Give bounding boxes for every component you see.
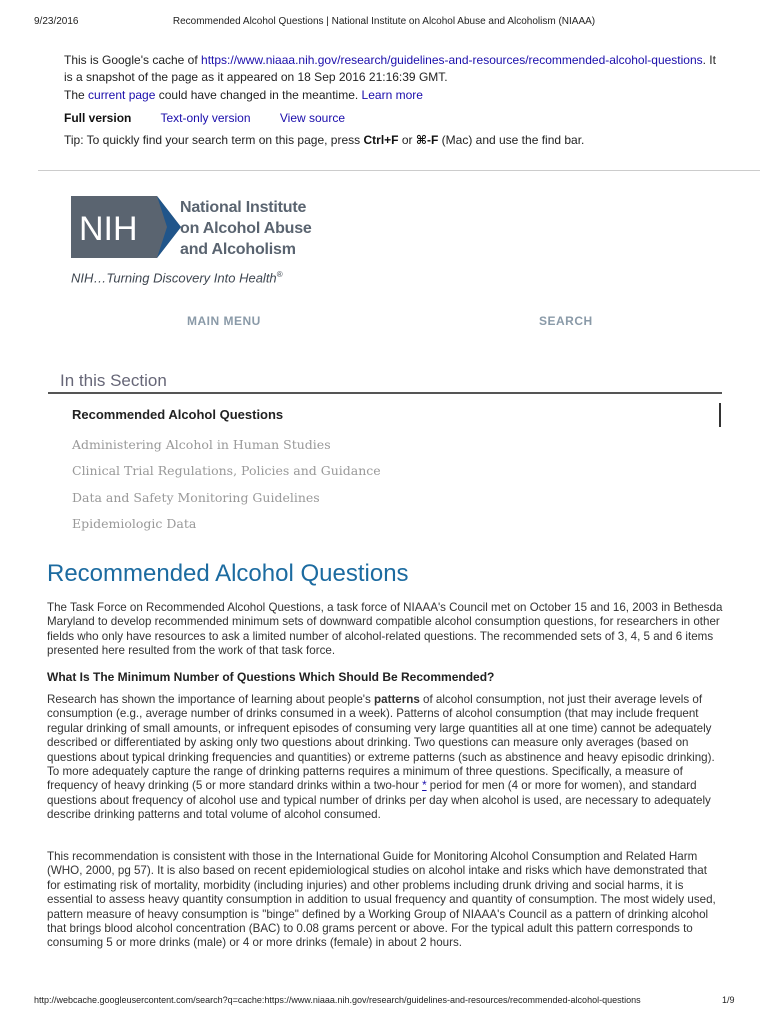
intro-paragraph xyxy=(47,601,723,659)
tip-suffix: (Mac) and use the find bar. xyxy=(438,133,585,147)
tip-key-ctrl-f: Ctrl+F xyxy=(363,133,399,147)
current-page-link[interactable]: current page xyxy=(88,88,156,102)
cache-divider xyxy=(38,170,760,171)
page-title: Recommended Alcohol Questions xyxy=(47,560,409,587)
section-heading: What Is The Minimum Number of Questions Which Should Be Recommended? xyxy=(47,670,495,684)
logo-institute-name xyxy=(180,197,312,260)
section-item-clinical-trial[interactable]: Clinical Trial Regulations, Policies and Guidance xyxy=(72,463,381,478)
tagline-registered: ® xyxy=(276,270,283,279)
p2-patterns-bold: patterns xyxy=(374,693,420,706)
section-item-epidemiologic[interactable]: Epidemiologic Data xyxy=(72,516,197,531)
p2-part-c: period for men (4 or more for women), and standard questions about frequency of alcohol use and typical number of drinks per day when alcohol is used, are necessary to adequately describe drinking patterns and total volume of alcohol consumed. xyxy=(47,779,711,822)
section-title: In this Section xyxy=(60,371,167,390)
patterns-paragraph xyxy=(47,693,723,823)
logo-mark: NIH xyxy=(79,210,138,248)
logo-tagline xyxy=(71,270,283,285)
tip-key-cmd-f: ⌘-F xyxy=(415,133,439,147)
cache-prefix: This is Google's cache of xyxy=(64,53,202,67)
p2-part-a: Research has shown the importance of learning about people's xyxy=(47,693,375,706)
full-version-label: Full version xyxy=(64,111,132,125)
print-date: 9/23/2016 xyxy=(34,16,79,27)
version-links xyxy=(64,111,371,125)
print-title: Recommended Alcohol Questions | National Institute on Alcohol Abuse and Alcoholism (NIAAA) xyxy=(172,16,596,27)
section-divider xyxy=(48,392,722,394)
cached-url-link[interactable]: https://www.niaaa.nih.gov/research/guidelines-and-resources/recommended-alcohol-questions xyxy=(201,53,703,67)
p2-part-b: of alcohol consumption, not just their average levels of consumption (e.g., average number of drinks consumed in a week). Patterns of alcohol consumption (that may include frequent regular drinking of small amounts, or infrequent episodes of consuming very large quantities all at one time) cannot be adequately described or differentiated by asking only two questions about drinking. Two questions can measure only averages (based on questions about typical drinking frequencies and quantities) or extreme patterns (such as abstinence and heavy episodic drinking). To more adequately capture the range of drinking patterns requires a minimum of three questions. Specifically, a measure of frequency of heavy drinking (5 or more standard drinks within a two-hour xyxy=(47,693,715,793)
nih-logo-icon[interactable] xyxy=(71,196,181,258)
main-menu-button[interactable]: MAIN MENU xyxy=(187,314,261,328)
print-footer-page: 1/9 xyxy=(722,995,735,1005)
print-footer-url: http://webcache.googleusercontent.com/search?q=cache:https://www.niaaa.nih.gov/research/guidelines-and-resources/recommended-alcohol-questions xyxy=(34,995,641,1005)
logo-line3: and Alcoholism xyxy=(180,241,296,258)
section-item-data-safety[interactable]: Data and Safety Monitoring Guidelines xyxy=(72,490,320,505)
find-tip xyxy=(64,133,584,147)
p3-text: This recommendation is consistent with those in the International Guide for Monitoring Alcohol Consumption and Related Harm (WHO, 2000, pg 57). It is also based on recent epidemiological studies on alcohol intake and risks which have demonstrated that for estimating risk of mortality, morbidity (including injuries) and other problems including drunk driving and social harms, it is essential to assess heavy quantity consumption in addition to usual frequency and quantity of consumption. The most widely used, pattern measure of heavy consumption is "binge" defined by a Working Group of NIAAA's Council as a pattern of drinking alcohol that brings blood alcohol concentration (BAC) to 0.08 grams percent or above. For the typical adult this pattern corresponds to consuming 5 or more drinks (male) or 4 or more drinks (female) in about 2 hours. xyxy=(47,850,716,950)
tip-mid: or xyxy=(398,133,416,147)
section-current-item[interactable]: Recommended Alcohol Questions xyxy=(72,407,284,422)
cache-line2-mid: could have changed in the meantime. xyxy=(155,88,362,102)
logo-line1: National Institute xyxy=(180,199,307,216)
logo-line2: on Alcohol Abuse xyxy=(180,220,312,237)
search-button[interactable]: SEARCH xyxy=(539,314,593,328)
cache-suffix: . It is a snapshot of the page as it appeared on 18 Sep 2016 21:16:39 GMT. xyxy=(64,53,716,84)
tagline-text: NIH…Turning Discovery Into Health xyxy=(71,270,277,286)
footnote-link[interactable]: * xyxy=(422,779,427,793)
recommendation-paragraph xyxy=(47,850,723,951)
cache-notice xyxy=(64,52,724,104)
view-source-link[interactable]: View source xyxy=(279,111,346,125)
section-current-indicator xyxy=(719,403,721,427)
cache-line2-prefix: The xyxy=(64,88,89,102)
section-item-administering[interactable]: Administering Alcohol in Human Studies xyxy=(72,437,331,452)
text-only-version-link[interactable]: Text-only version xyxy=(160,111,251,125)
tip-prefix: Tip: To quickly find your search term on this page, press xyxy=(64,133,364,147)
intro-text: The Task Force on Recommended Alcohol Questions, a task force of NIAAA's Council met on October 15 and 16, 2003 in Bethesda Maryland to develop recommended minimum sets of downward compatible alcohol consumption questions, for researchers in other fields who only have resources to ask a limited number of alcohol-related questions. The recommended sets of 3, 4, 5 and 6 items presented here resulted from the work of that task force. xyxy=(47,601,723,658)
learn-more-link[interactable]: Learn more xyxy=(361,88,423,102)
